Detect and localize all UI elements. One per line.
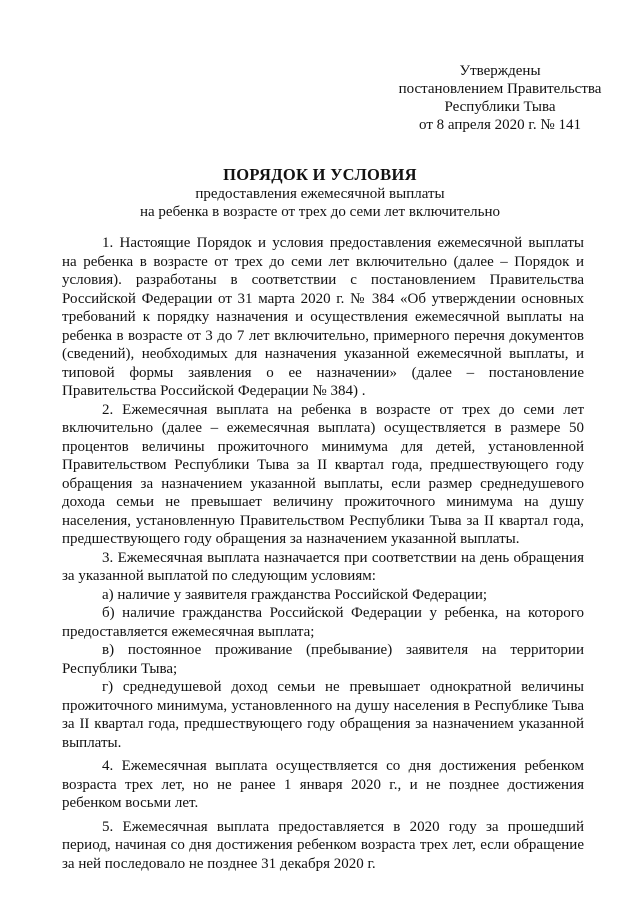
paragraph-3-item-v: в) постоянное проживание (пребывание) заявителя на территории Республики Тыва; (62, 642, 584, 677)
paragraph-3-item-b: б) наличие гражданства Российской Федерации у ребенка, на которого предоставляется ежемесячная выплата; (62, 605, 584, 640)
paragraph-5: 5. Ежемесячная выплата предоставляется в 2020 году за прошедший период, начиная со дня достижения ребенком возраста трех лет, если обращение за ней последовало не позднее 31 декабря 2020 г. (62, 818, 584, 872)
document-subtitle-1: предоставления ежемесячной выплаты (195, 186, 445, 202)
paragraph-3: 3. Ежемесячная выплата назначается при соответствии на день обращения за указанной выплатой по следующим условиям: (62, 549, 584, 584)
paragraph-3-item-g: г) среднедушевой доход семьи не превышает однократной величины прожиточного минимума, установленного на душу населения в Республике Тыва за II квартал года, предшествующего году обращения за назначением указанной выплаты. (62, 679, 584, 751)
paragraph-4: 4. Ежемесячная выплата осуществляется со дня достижения ребенком возраста трех лет, но не ранее 1 января 2020 г., и не позднее достижения ребенком восьми лет. (62, 758, 584, 811)
document-subtitle-2: на ребенка в возрасте от трех до семи лет включительно (140, 204, 500, 220)
paragraph-3-item-a: а) наличие у заявителя гражданства Российской Федерации; (102, 586, 488, 603)
approval-line-2: постановлением Правительства (398, 81, 602, 97)
approval-stamp (360, 62, 640, 134)
document-heading (90, 165, 550, 221)
approval-line-4: от 8 апреля 2020 г. № 141 (419, 117, 581, 133)
approval-line-3: Республики Тыва (444, 99, 556, 115)
document-title: ПОРЯДОК И УСЛОВИЯ (223, 165, 417, 184)
paragraph-2: 2. Ежемесячная выплата на ребенка в возрасте от трех до семи лет включительно (далее – ежемесячная выплата) осуществляется в размере 50 процентов величины прожиточного минимума для детей, установленной Правительством Республики Тыва за II квартал года, предшествующего году обращения за назначением указанной выплаты, если размер среднедушевого дохода семьи не превышает величину прожиточного минимума на душу населения, установленную Правительством Республики Тыва за II квартал года, предшествующего году обращения за назначением указанной выплаты. (62, 401, 584, 547)
paragraph-1: 1. Настоящие Порядок и условия предоставления ежемесячной выплаты на ребенка в возрасте от трех до семи лет включительно (далее – Порядок и условия). разработаны в соответствии с постановлением Правительства Российской Федерации от 31 марта 2020 г. № 384 «Об утверждении основных требований к порядку назначения и осуществления ежемесячной выплаты на ребенка в возрасте от 3 до 7 лет включительно, примерного перечня документов (сведений), необходимых для назначения указанной ежемесячной выплаты, и типовой формы заявления о ее назначении» (далее – постановление Правительства Российской Федерации № 384) . (62, 235, 584, 399)
document-body (62, 234, 584, 873)
approval-line-1: Утверждены (459, 63, 541, 79)
